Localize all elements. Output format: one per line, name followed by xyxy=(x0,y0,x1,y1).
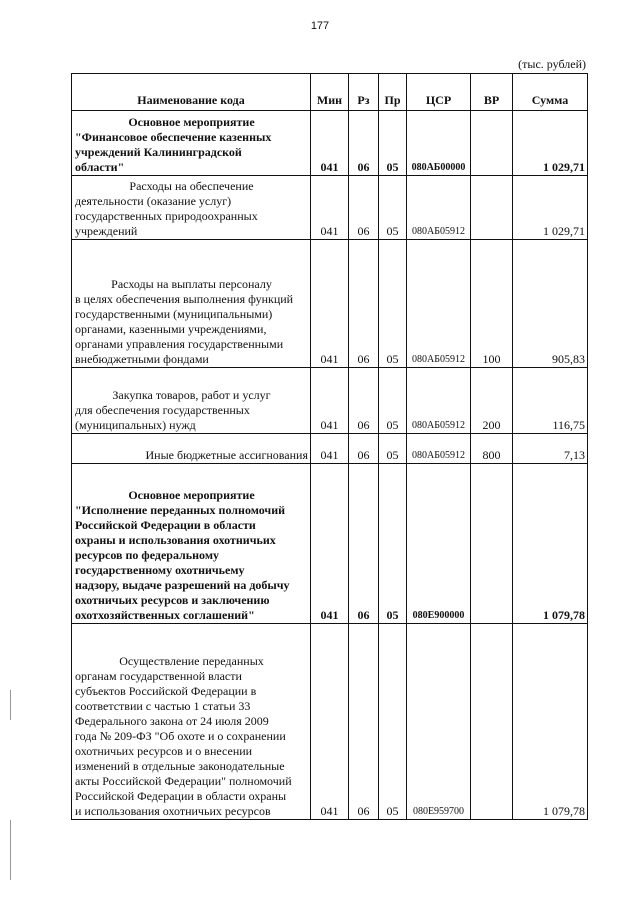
cell-sum: 1 029,71 xyxy=(513,111,588,176)
cell-min: 041 xyxy=(311,240,349,368)
cell-sum: 116,75 xyxy=(513,368,588,434)
table-row xyxy=(72,111,588,176)
cell-rz: 06 xyxy=(349,464,379,624)
cell-sum: 7,13 xyxy=(513,434,588,464)
row-name xyxy=(72,176,311,240)
name-line: соответствии с частью 1 статьи 33 xyxy=(75,699,251,713)
cell-sum: 1 079,78 xyxy=(513,464,588,624)
cell-min: 041 xyxy=(311,111,349,176)
name-line: (муниципальных) нужд xyxy=(75,418,196,432)
header-rz: Рз xyxy=(349,74,379,111)
cell-vr: 200 xyxy=(471,368,513,434)
name-line: деятельности (оказание услуг) xyxy=(75,194,232,208)
name-line: Иные бюджетные ассигнования xyxy=(145,448,308,462)
cell-vr xyxy=(471,176,513,240)
cell-pr: 05 xyxy=(379,176,407,240)
table-header-row xyxy=(72,74,588,111)
name-line: охраны и использования охотничьих xyxy=(75,533,276,547)
cell-pr: 05 xyxy=(379,368,407,434)
cell-csr: 080АБ05912 xyxy=(407,368,471,434)
cell-vr: 800 xyxy=(471,434,513,464)
cell-csr: 080АБ00000 xyxy=(407,111,471,176)
cell-sum: 1 029,71 xyxy=(513,176,588,240)
name-line: органами, казенными учреждениями, xyxy=(75,322,267,336)
name-line: "Исполнение переданных полномочий xyxy=(75,503,286,517)
cell-min: 041 xyxy=(311,624,349,820)
row-name xyxy=(72,240,311,368)
table-row xyxy=(72,624,588,820)
name-line: государственными (муниципальными) xyxy=(75,307,273,321)
name-line: области" xyxy=(75,160,125,174)
name-line: органами управления государственными xyxy=(75,337,284,351)
name-line: органам государственной власти xyxy=(75,669,242,683)
name-line: охотничьих ресурсов и заключению xyxy=(75,593,270,607)
name-line: Осуществление переданных xyxy=(119,654,264,668)
table-row xyxy=(72,368,588,434)
row-name xyxy=(72,368,311,434)
cell-min: 041 xyxy=(311,176,349,240)
header-csr: ЦСР xyxy=(407,74,471,111)
name-line: надзору, выдаче разрешений на добычу xyxy=(75,578,290,592)
cell-vr xyxy=(471,111,513,176)
scan-edge-mark xyxy=(10,690,11,720)
header-vr: ВР xyxy=(471,74,513,111)
cell-pr: 05 xyxy=(379,624,407,820)
name-line: для обеспечения государственных xyxy=(75,403,250,417)
scan-edge-mark xyxy=(10,820,11,880)
name-line: акты Российской Федерации" полномочий xyxy=(75,774,292,788)
name-line: учреждений xyxy=(75,224,138,238)
row-name xyxy=(72,464,311,624)
cell-min: 041 xyxy=(311,464,349,624)
cell-min: 041 xyxy=(311,368,349,434)
name-line: Российской Федерации в области охраны xyxy=(75,789,287,803)
name-line: и использования охотничьих ресурсов xyxy=(75,804,271,818)
cell-min: 041 xyxy=(311,434,349,464)
name-line: охотхозяйственных соглашений" xyxy=(75,608,255,622)
name-line: ресурсов по федеральному xyxy=(75,548,219,562)
name-line: государственных природоохранных xyxy=(75,209,258,223)
name-line: Основное мероприятие xyxy=(128,115,255,129)
cell-pr: 05 xyxy=(379,464,407,624)
name-line: учреждений Калининградской xyxy=(75,145,242,159)
row-name xyxy=(72,111,311,176)
cell-csr: 080АБ05912 xyxy=(407,240,471,368)
cell-rz: 06 xyxy=(349,176,379,240)
table-row xyxy=(72,240,588,368)
cell-csr: 080АБ05912 xyxy=(407,434,471,464)
cell-pr: 05 xyxy=(379,240,407,368)
cell-rz: 06 xyxy=(349,624,379,820)
name-line: Закупка товаров, работ и услуг xyxy=(112,388,271,402)
name-line: изменений в отдельные законодательные xyxy=(75,759,285,773)
cell-csr: 080АБ05912 xyxy=(407,176,471,240)
page-number: 177 xyxy=(310,20,330,32)
cell-csr: 080Е900000 xyxy=(407,464,471,624)
cell-vr xyxy=(471,464,513,624)
table-row xyxy=(72,464,588,624)
name-line: года № 209-ФЗ "Об охоте и о сохранении xyxy=(75,729,286,743)
name-line: Расходы на обеспечение xyxy=(129,179,254,193)
header-pr: Пр xyxy=(379,74,407,111)
name-line: Российской Федерации в области xyxy=(75,518,256,532)
cell-vr xyxy=(471,624,513,820)
row-name xyxy=(72,434,311,464)
header-min: Мин xyxy=(311,74,349,111)
name-line: в целях обеспечения выполнения функций xyxy=(75,292,294,306)
cell-csr: 080Е959700 xyxy=(407,624,471,820)
name-line: государственному охотничьему xyxy=(75,563,245,577)
name-line: Расходы на выплаты персоналу xyxy=(111,277,272,291)
cell-vr: 100 xyxy=(471,240,513,368)
header-sum: Сумма xyxy=(513,74,588,111)
cell-rz: 06 xyxy=(349,240,379,368)
cell-rz: 06 xyxy=(349,434,379,464)
name-line: внебюджетными фондами xyxy=(75,352,209,366)
name-line: "Финансовое обеспечение казенных xyxy=(75,130,272,144)
name-line: Федерального закона от 24 июля 2009 xyxy=(75,714,269,728)
name-line: субъектов Российской Федерации в xyxy=(75,684,257,698)
cell-sum: 1 079,78 xyxy=(513,624,588,820)
cell-rz: 06 xyxy=(349,368,379,434)
budget-table xyxy=(71,73,588,820)
cell-pr: 05 xyxy=(379,111,407,176)
table-row xyxy=(72,176,588,240)
name-line: охотничьих ресурсов и о внесении xyxy=(75,744,253,758)
cell-rz: 06 xyxy=(349,111,379,176)
cell-sum: 905,83 xyxy=(513,240,588,368)
units-label: (тыс. рублей) xyxy=(518,57,586,71)
cell-pr: 05 xyxy=(379,434,407,464)
row-name xyxy=(72,624,311,820)
table-row xyxy=(72,434,588,464)
name-line: Основное мероприятие xyxy=(128,488,255,502)
header-name: Наименование кода xyxy=(72,74,311,111)
